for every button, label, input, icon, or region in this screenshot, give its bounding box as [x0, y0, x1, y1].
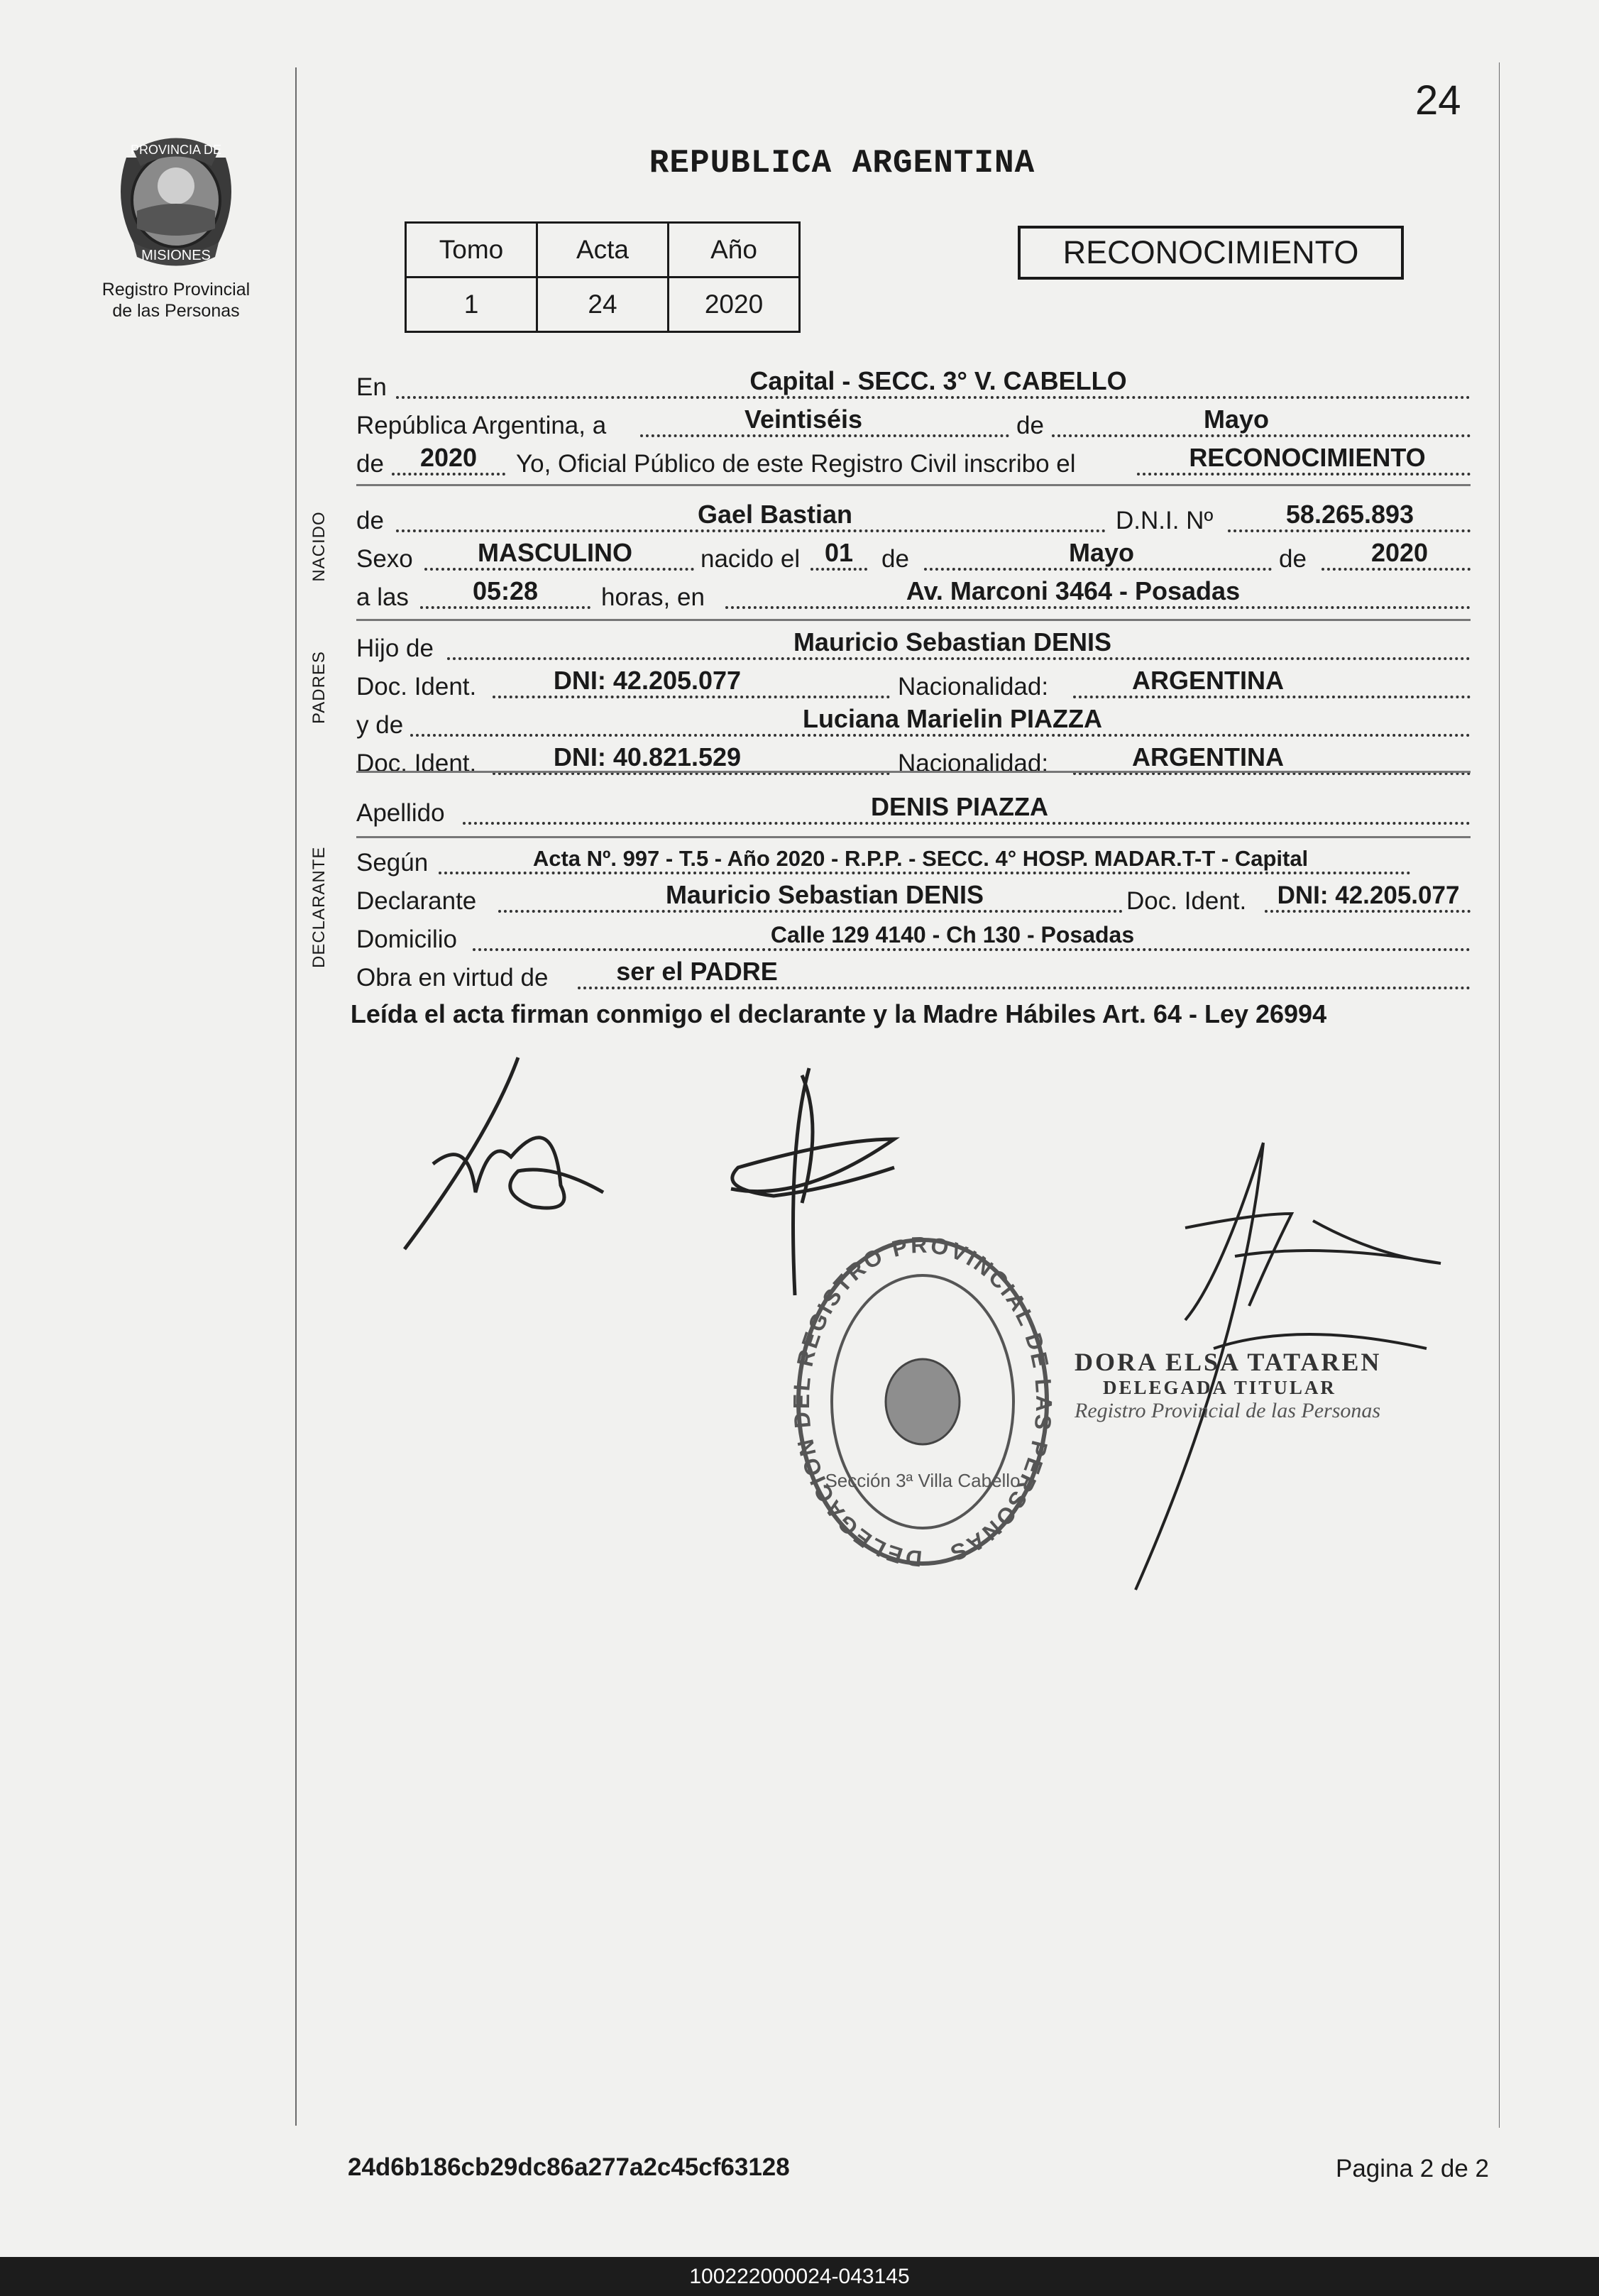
mother-doc: DNI: 40.821.529: [553, 742, 742, 771]
birth-year: 2020: [1370, 538, 1429, 567]
de2-label: de: [356, 450, 384, 478]
row-madre: [356, 701, 1471, 744]
declarant-signature-icon: [390, 1050, 617, 1263]
day-value: Veintiséis: [744, 405, 863, 434]
father-nat: ARGENTINA: [1132, 666, 1284, 695]
inscribo-value: RECONOCIMIENTO: [1189, 443, 1426, 472]
row-declarante: [356, 877, 1471, 920]
signer-org: Registro Provincial de las Personas: [1075, 1399, 1381, 1422]
mother-name: Luciana Marielin PIAZZA: [802, 704, 1103, 733]
en-label: En: [356, 373, 387, 401]
header-acta: Acta: [537, 223, 669, 278]
apellido-label: Apellido: [356, 799, 445, 827]
section-nacido: NACIDO: [309, 511, 329, 582]
domicilio-label: Domicilio: [356, 925, 457, 953]
en-value: Capital - SECC. 3° V. CABELLO: [749, 366, 1127, 395]
de3-label: de: [356, 507, 384, 534]
row-madre-doc: [356, 740, 1471, 782]
dni-label: D.N.I. Nº: [1116, 507, 1214, 534]
logo-caption-line1: Registro Provincial: [101, 280, 251, 300]
oficial-text: Yo, Oficial Público de este Registro Civil inscribo el: [516, 450, 1076, 478]
logo-caption-line2: de las Personas: [112, 301, 240, 321]
docident-label: Doc. Ident.: [356, 673, 477, 701]
decl-doc-value: DNI: 42.205.077: [1277, 881, 1460, 909]
separator-1: [356, 484, 1471, 486]
de4-label: de: [881, 545, 909, 573]
segun-value: Acta Nº. 997 - T.5 - Año 2020 - R.P.P. - SECC. 4° HOSP. MADAR.T-T - Capital: [532, 846, 1309, 871]
row-padre: [356, 625, 1471, 667]
row-domicilio: [356, 916, 1471, 958]
row-hora: [356, 573, 1471, 616]
de-label: de: [1016, 412, 1044, 439]
left-margin-line: [295, 67, 297, 2126]
right-margin-line: [1499, 62, 1500, 2128]
section-declarante: DECLARANTE: [309, 846, 329, 968]
svg-text:PROVINCIA DE: PROVINCIA DE: [130, 143, 222, 157]
value-anio: 2020: [669, 278, 800, 332]
yde-label: y de: [356, 711, 404, 739]
decl-doc-label: Doc. Ident.: [1126, 887, 1247, 915]
page-indicator: Pagina 2 de 2: [1336, 2155, 1490, 2182]
nacionalidad-label: Nacionalidad:: [898, 673, 1049, 701]
value-tomo: 1: [406, 278, 537, 332]
svg-text:DELEGACION DEL REGISTRO PROVIN: DELEGACION DEL REGISTRO PROVINCIAL DE LAS PERSONAS: [788, 1231, 1057, 1572]
nacionalidad-label-2: Nacionalidad:: [898, 749, 1049, 777]
dni-value: 58.265.893: [1285, 500, 1414, 529]
month-value: Mayo: [1203, 405, 1270, 434]
docident-label-2: Doc. Ident.: [356, 749, 477, 777]
record-type-badge: RECONOCIMIENTO: [1018, 226, 1404, 280]
nacido-label: nacido el: [700, 545, 801, 573]
mother-nat: ARGENTINA: [1132, 742, 1284, 771]
registry-table: [405, 221, 801, 333]
row-segun: [356, 839, 1471, 881]
row-fecha: [356, 402, 1471, 444]
father-name: Mauricio Sebastian DENIS: [793, 627, 1112, 657]
logo-caption: [84, 279, 268, 322]
birth-time: 05:28: [472, 576, 539, 605]
name-value: Gael Bastian: [697, 500, 853, 529]
segun-label: Según: [356, 849, 429, 877]
horas-label: horas, en: [601, 583, 705, 611]
svg-text:Sección 3ª Villa Cabello: Sección 3ª Villa Cabello: [825, 1470, 1021, 1491]
row-inscribo: [356, 440, 1471, 483]
sexo-label: Sexo: [356, 545, 413, 573]
republica-label: República Argentina, a: [356, 412, 607, 439]
closing-statement: Leída el acta firman conmigo el declarante y la Madre Hábiles Art. 64 - Ley 26994: [350, 999, 1327, 1028]
signer-block: [1075, 1347, 1381, 1423]
alas-label: a las: [356, 583, 409, 611]
year-value: 2020: [419, 443, 478, 472]
page-number: 24: [1415, 77, 1461, 123]
signer-name: DORA ELSA TATAREN: [1075, 1348, 1382, 1376]
birth-place: Av. Marconi 3464 - Posadas: [906, 576, 1241, 605]
separator-3: [356, 771, 1471, 773]
declarante-label: Declarante: [356, 887, 477, 915]
header-anio: Año: [669, 223, 800, 278]
separator-2: [356, 619, 1471, 621]
separator-4: [356, 836, 1471, 838]
row-apellido: [356, 789, 1471, 832]
apellido-value: DENIS PIAZZA: [870, 792, 1048, 821]
row-en: [356, 363, 1471, 406]
row-sexo: [356, 535, 1471, 578]
section-padres: PADRES: [309, 651, 329, 724]
signer-title: DELEGADA TITULAR: [1103, 1377, 1336, 1398]
header-tomo: Tomo: [406, 223, 537, 278]
official-stamp-icon: [788, 1231, 1057, 1572]
de5-label: de: [1279, 545, 1307, 573]
row-obra: [356, 954, 1471, 996]
value-acta: 24: [537, 278, 669, 332]
declarante-value: Mauricio Sebastian DENIS: [665, 880, 984, 909]
row-padre-doc: [356, 663, 1471, 705]
father-doc: DNI: 42.205.077: [553, 666, 742, 695]
sexo-value: MASCULINO: [478, 538, 632, 567]
domicilio-value: Calle 129 4140 - Ch 130 - Posadas: [770, 922, 1135, 947]
document-title: REPUBLICA ARGENTINA: [649, 145, 1035, 182]
hijo-label: Hijo de: [356, 635, 434, 662]
row-nombre: [356, 497, 1471, 539]
document-hash: 24d6b186cb29dc86a277a2c45cf63128: [348, 2153, 790, 2181]
birth-day: 01: [824, 538, 854, 567]
obra-label: Obra en virtud de: [356, 964, 549, 992]
scan-id-bar: 100222000024-043145: [0, 2257, 1599, 2296]
obra-value: ser el PADRE: [616, 957, 778, 986]
birth-month: Mayo: [1068, 538, 1135, 567]
svg-text:MISIONES: MISIONES: [141, 248, 211, 263]
